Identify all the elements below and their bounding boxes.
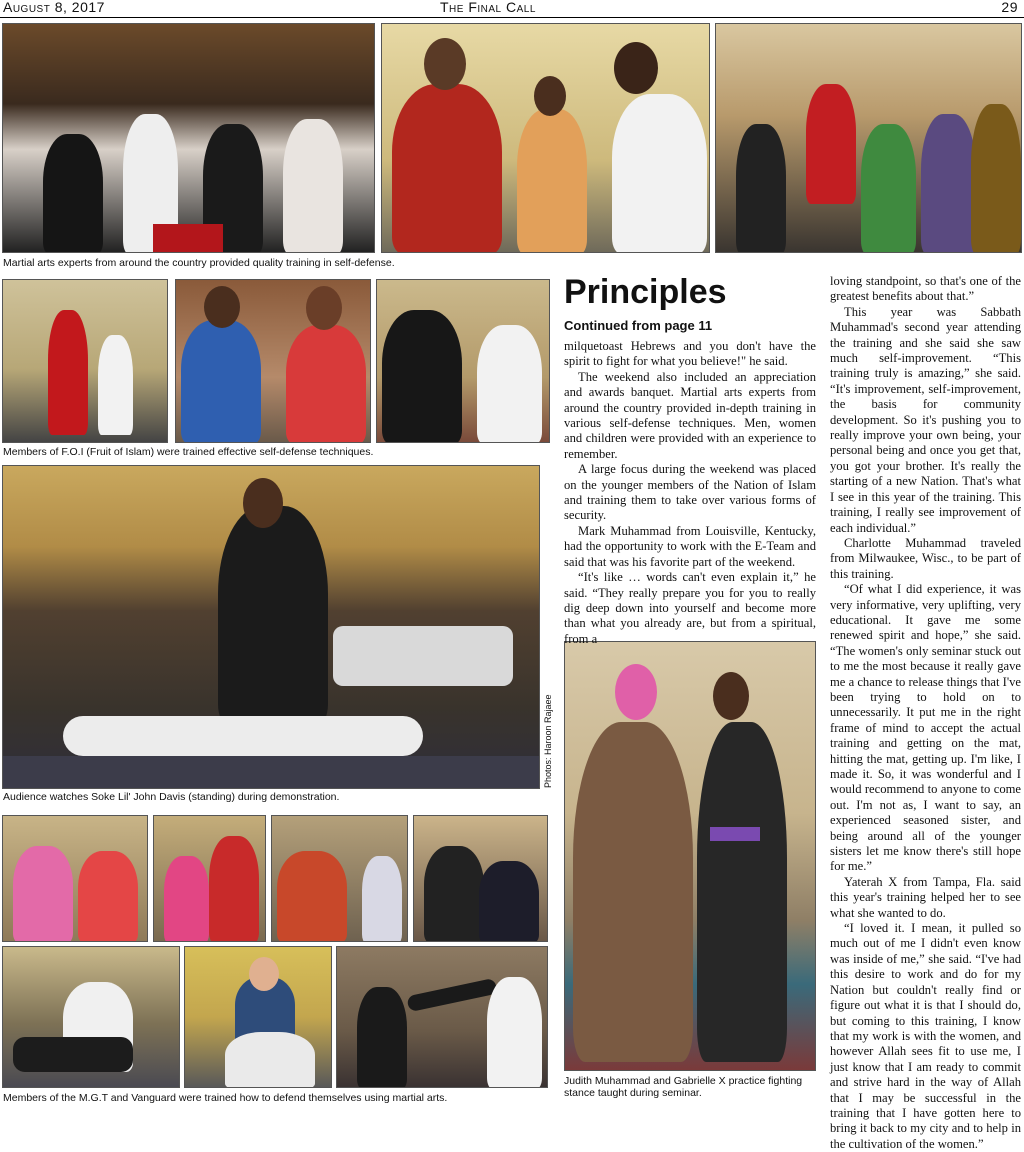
article-column-1 bbox=[564, 339, 816, 647]
caption-foi: Members of F.O.I (Fruit of Islam) were trained effective self-defense techniques. bbox=[3, 446, 374, 458]
photo-red-uniform-training bbox=[2, 279, 168, 443]
header-rule bbox=[0, 17, 1024, 18]
paragraph: Charlotte Muhammad traveled from Milwaukee, Wisc., to be part of this training. bbox=[830, 535, 1021, 581]
photo-judith-gabrielle bbox=[564, 641, 816, 1071]
photo-demonstration bbox=[2, 465, 540, 789]
photo-two-women-red bbox=[153, 815, 266, 942]
photo-women-group bbox=[2, 815, 148, 942]
paragraph: “It's like … words can't even explain it,” he said. “They really prepare you for you to really dig deep down into yourself and become more than what you already are, but from a spiritual, from a bbox=[564, 570, 816, 646]
photo-black-gi-instructor bbox=[376, 279, 550, 443]
photo-kick-demo bbox=[336, 946, 548, 1088]
caption-judith-line1: Judith Muhammad and Gabrielle X practice fighting bbox=[564, 1075, 803, 1087]
paragraph: Yaterah X from Tampa, Fla. said this year's training helped her to see what she wanted to do. bbox=[830, 874, 1021, 920]
issue-date: August 8, 2017 bbox=[3, 0, 105, 15]
paragraph: “I loved it. I mean, it pulled so much out of me I didn't even know was inside of me,” she said. “I've had this desire to work and do for my Nation but couldn't really find or figure out what it is that I should do, but coming to this training, I know that my work is with the women, and however Allah sees fit to use me, I just know that I am ready to commit and strive hard in the way of Allah that I may be successful in the training that I have gotten here to bring it back to my city and to help in the cultivation of the women.” bbox=[830, 921, 1021, 1151]
paragraph: This year was Sabbath Muhammad's second year attending the training and she said she saw much self-improvement. “This training truly is amazing,” she said. “It's improvement, self-improvement, the basis for community development. So it's pushing you to really improve your own being, your personal being and once you get that, you got your brother. It's really the starting of a new Nation. That's what I see in this year of the training. This training, I really see improvement of each individual.” bbox=[830, 304, 1021, 535]
photo-crowd bbox=[2, 23, 375, 253]
paragraph: “Of what I did experience, it was very informative, very uplifting, very educational. It gave me some renewed spirit and hope,” she said. “The women's only seminar stuck out to me the most because it really gave me a chance to release things that I've been trying to hold on to unnecessarily. It put me in the right frame of mind to accept the actual training and getting on the mat, hitting the mat, getting up. I'm like, I made it. So, it was wonderful and I would recommend to anyone to come out. I'm not as, I want to say, an experienced seasoned sister, and being around all of the younger sisters let me know there's still hope for me.” bbox=[830, 582, 1021, 874]
paragraph: Mark Muhammad from Louisville, Kentucky, had the opportunity to work with the E-Team and said that was his favorite part of the weekend. bbox=[564, 523, 816, 569]
paragraph: milquetoast Hebrews and you don't have the spirit to fight for what you believe!" he said. bbox=[564, 339, 816, 369]
photo-instructor-kneel bbox=[184, 946, 332, 1088]
caption-judith-line2: stance taught during seminar. bbox=[564, 1087, 702, 1099]
article-column-2 bbox=[830, 274, 1021, 1152]
article-continued: Continued from page 11 bbox=[564, 318, 713, 333]
photo-handshake-award bbox=[175, 279, 371, 443]
photo-ground-grapple bbox=[2, 946, 180, 1088]
paragraph: The weekend also included an appreciation and awards banquet. Martial arts experts from around the country provided in-depth training in various self-defense techniques. Men, women and children were provided with an experience to remember. bbox=[564, 369, 816, 461]
caption-mgt: Members of the M.G.T and Vanguard were trained how to defend themselves using martial arts. bbox=[3, 1092, 448, 1104]
photo-seated-group bbox=[715, 23, 1022, 253]
photo-women-fighting-stance bbox=[271, 815, 408, 942]
photo-red-shirt-greeting bbox=[381, 23, 710, 253]
caption-top: Martial arts experts from around the country provided quality training in self-defense. bbox=[3, 257, 395, 269]
photo-credit: Photos: Haroon Rajaee bbox=[543, 694, 553, 788]
caption-judith bbox=[564, 1075, 802, 1099]
paragraph: A large focus during the weekend was placed on the younger members of the Nation of Islam and training them to take over various forms of security. bbox=[564, 462, 816, 523]
publication-name: The Final Call bbox=[440, 0, 536, 15]
page-number: 29 bbox=[1001, 0, 1018, 15]
paragraph: loving standpoint, so that's one of the greatest benefits about that.” bbox=[830, 274, 1021, 304]
photo-men-fighting-stance bbox=[413, 815, 548, 942]
article-headline: Principles bbox=[564, 273, 727, 311]
caption-audience: Audience watches Soke Lil' John Davis (standing) during demonstration. bbox=[3, 791, 340, 803]
